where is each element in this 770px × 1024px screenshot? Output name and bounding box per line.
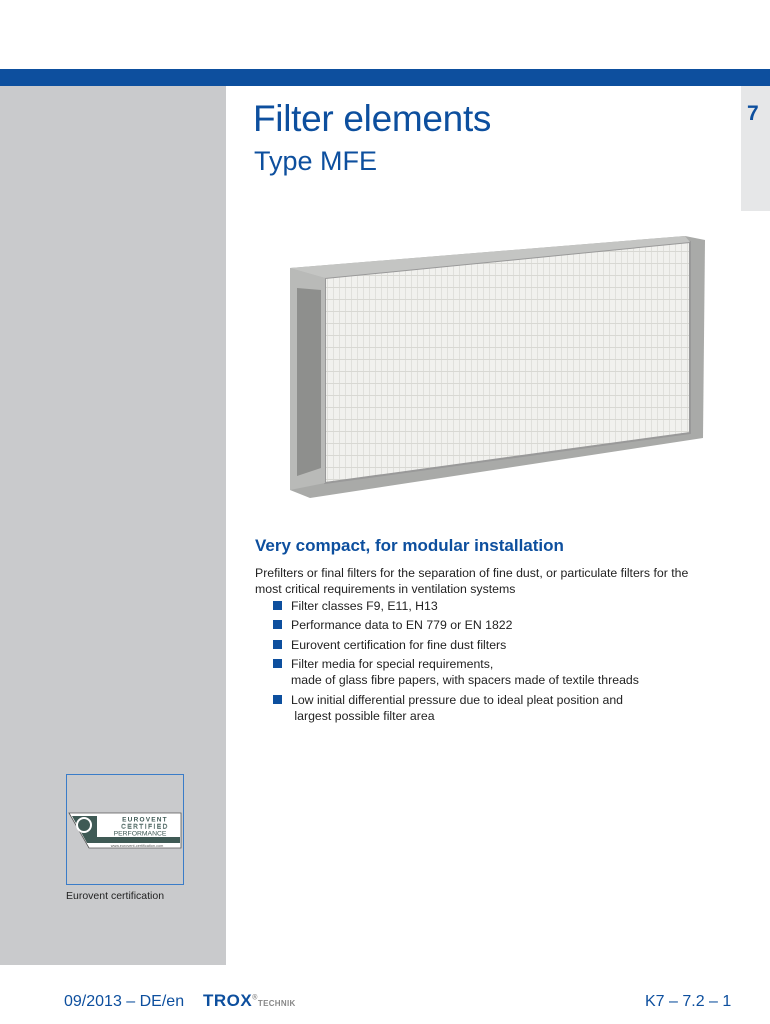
- brand-name: TROX: [203, 991, 253, 1010]
- chapter-number: 7: [747, 102, 759, 125]
- trox-logo: TROX®TECHNIK: [203, 991, 296, 1010]
- list-item: [273, 692, 639, 724]
- list-item-text: Filter media for special requirements,: [291, 657, 494, 672]
- bullet-square-icon: [273, 620, 282, 629]
- intro-text: Prefilters or final filters for the separation of fine dust, or particulate filters for the most critical requirements in ventilation systems: [255, 566, 689, 596]
- bullet-square-icon: [273, 659, 282, 668]
- footer-date-language: 09/2013 – DE/en: [64, 993, 185, 1010]
- bullet-square-icon: [273, 601, 282, 610]
- list-item: [273, 656, 639, 688]
- eurovent-certificate-box: [66, 774, 184, 885]
- list-item-text: Performance data to EN 779 or EN 1822: [291, 618, 513, 633]
- feature-list: [273, 598, 639, 727]
- list-item-text: Eurovent certification for fine dust filters: [291, 637, 507, 652]
- svg-text:PERFORMANCE: PERFORMANCE: [113, 830, 167, 838]
- filter-element-image: [285, 228, 710, 503]
- list-item-text-continued: largest possible filter area: [291, 708, 435, 723]
- certification-caption: Eurovent certification: [66, 890, 165, 902]
- chapter-tab: [741, 86, 770, 211]
- page-title: Filter elements: [253, 98, 492, 139]
- list-item-text: Filter classes F9, E11, H13: [291, 599, 438, 613]
- section-heading: Very compact, for modular installation: [255, 536, 564, 555]
- footer-page-reference: K7 – 7.2 – 1: [645, 993, 732, 1010]
- svg-text:www.eurovent-certification.com: www.eurovent-certification.com: [110, 844, 164, 848]
- top-color-bar: [0, 69, 770, 86]
- page-subtitle: Type MFE: [254, 146, 378, 176]
- bullet-square-icon: [273, 695, 282, 704]
- brand-suffix: TECHNIK: [257, 999, 296, 1008]
- list-item-text: Low initial differential pressure due to ideal pleat position and: [291, 692, 624, 707]
- bullet-square-icon: [273, 640, 282, 649]
- svg-text:CERTIFIED: CERTIFIED: [121, 823, 169, 831]
- list-item: [273, 637, 639, 653]
- svg-text:EUROVENT: EUROVENT: [122, 816, 168, 824]
- list-item-text-continued: made of glass fibre papers, with spacers made of textile threads: [291, 673, 639, 688]
- eurovent-logo: [67, 775, 183, 884]
- list-item: [273, 598, 639, 614]
- list-item: [273, 617, 639, 633]
